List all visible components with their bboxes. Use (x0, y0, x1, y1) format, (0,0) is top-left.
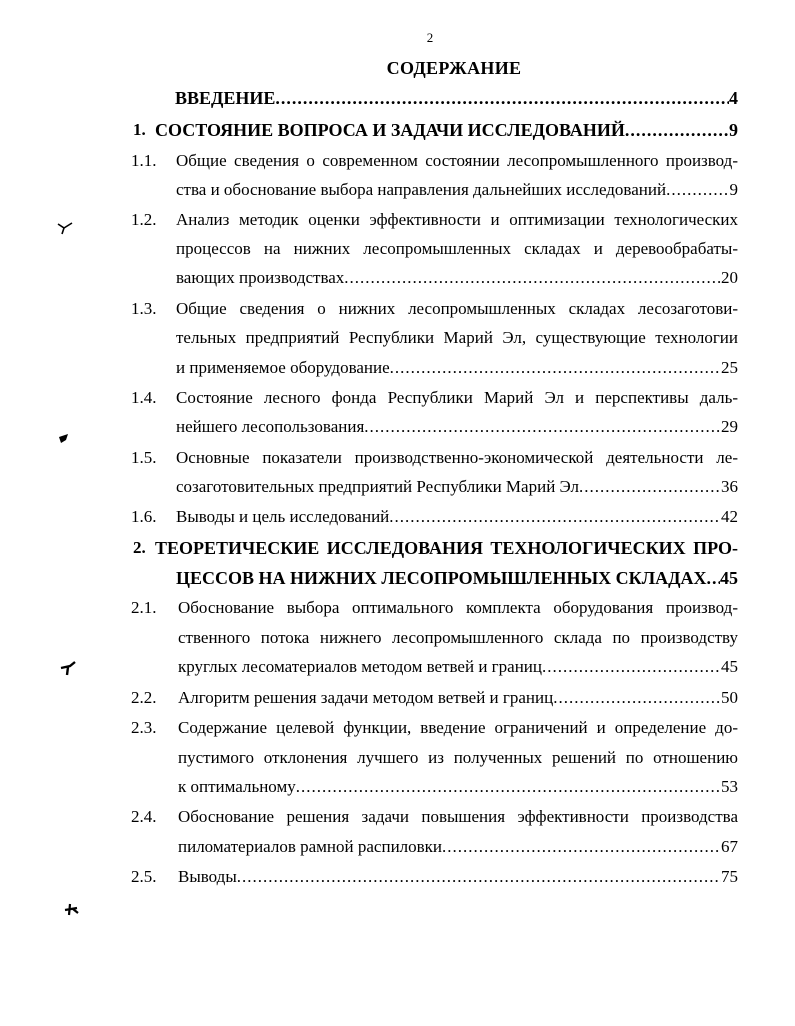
toc-section-number: 1.2. (131, 210, 157, 229)
scan-mark-1 (56, 220, 76, 236)
toc-entry-text: к оптимальному (178, 777, 296, 796)
toc-page-number: 20 (721, 268, 738, 287)
scan-mark-3 (58, 660, 78, 678)
toc-chapter-2-line: ТЕОРЕТИЧЕСКИЕ ИССЛЕДОВАНИЯ ТЕХНОЛОГИЧЕСКИХ ПРО- (155, 538, 738, 558)
dot-leader (344, 267, 721, 289)
toc-section-number: 2.4. (131, 807, 157, 826)
dot-leader (666, 179, 729, 201)
toc-chapter-2-line (176, 567, 738, 589)
toc-line: пустимого отклонения лучшего из полученных решений по отношению (178, 748, 738, 767)
dot-leader (296, 776, 721, 798)
toc-line: Обоснование решения задачи повышения эффективности производства (178, 807, 738, 826)
toc-section-number: 1.6. (131, 507, 157, 526)
toc-entry-text: вающих производствах (176, 268, 345, 287)
toc-line (178, 836, 738, 858)
toc-entry-text: Алгоритм решения задачи методом ветвей и границ (178, 688, 554, 707)
dot-leader (442, 836, 721, 858)
toc-page-number: 53 (721, 777, 738, 796)
dot-leader (275, 87, 729, 109)
toc-entry-text: Выводы (178, 867, 237, 886)
toc-line (176, 476, 738, 498)
dot-leader (579, 476, 721, 498)
scan-mark-4 (62, 900, 82, 918)
toc-page-number: 4 (729, 88, 738, 108)
toc-line (176, 179, 738, 201)
toc-page-number: 36 (721, 477, 738, 496)
dot-leader (707, 567, 721, 589)
toc-section-number: 1.3. (131, 299, 157, 318)
toc-section-number: 2.1. (131, 598, 157, 617)
toc-line (176, 357, 738, 379)
toc-page-number: 9 (729, 120, 738, 140)
toc-line: Общие сведения о нижних лесопромышленных складах лесозаготови- (176, 299, 738, 318)
toc-line: Обоснование выбора оптимального комплекта оборудования производ- (178, 598, 738, 617)
toc-entry-text: СОСТОЯНИЕ ВОПРОСА И ЗАДАЧИ ИССЛЕДОВАНИЙ (155, 120, 625, 140)
toc-chapter-number: 2. (133, 538, 146, 557)
toc-line (176, 267, 738, 289)
toc-section-number: 1.4. (131, 388, 157, 407)
toc-line: ственного потока нижнего лесопромышленного склада по производству (178, 628, 738, 647)
toc-line: Общие сведения о современном состоянии лесопромышленного производ- (176, 151, 738, 170)
toc-entry-text: нейшего лесопользования (176, 417, 365, 436)
toc-entry-text: ЦЕССОВ НА НИЖНИХ ЛЕСОПРОМЫШЛЕННЫХ СКЛАДАХ (176, 568, 707, 588)
dot-leader (390, 357, 721, 379)
toc-entry-text: и применяемое оборудование (176, 358, 390, 377)
dot-leader (553, 687, 721, 709)
toc-page-number: 42 (721, 507, 738, 526)
toc-entry-intro (175, 87, 738, 109)
toc-line: Состояние лесного фонда Республики Марий Эл и перспективы даль- (176, 388, 738, 407)
toc-section-number: 2.3. (131, 718, 157, 737)
toc-entry-text: ства и обоснование выбора направления дальнейших исследований (176, 180, 667, 199)
toc-section-number: 1.1. (131, 151, 157, 170)
toc-page-number: 45 (720, 568, 738, 588)
toc-section-number: 2.2. (131, 688, 157, 707)
toc-line (176, 506, 738, 528)
toc-page-number: 29 (721, 417, 738, 436)
dot-leader (389, 506, 721, 528)
toc-line: Анализ методик оценки эффективности и оптимизации технологических (176, 210, 738, 229)
scan-mark-2 (56, 432, 72, 446)
toc-page-number: 67 (721, 837, 738, 856)
dot-leader (542, 656, 721, 678)
toc-section-number: 2.5. (131, 867, 157, 886)
toc-page-number: 75 (721, 867, 738, 886)
toc-chapter-1 (155, 119, 738, 141)
toc-line (178, 656, 738, 678)
toc-page-number: 45 (721, 657, 738, 676)
toc-line: Содержание целевой функции, введение ограничений и определение до- (178, 718, 738, 737)
toc-line: процессов на нижних лесопромышленных складах и деревообрабаты- (176, 239, 738, 258)
toc-entry-text: Выводы и цель исследований (176, 507, 390, 526)
toc-line: тельных предприятий Республики Марий Эл, существующие технологии (176, 328, 738, 347)
toc-chapter-number: 1. (133, 120, 146, 139)
toc-entry-text: пиломатериалов рамной распиловки (178, 837, 443, 856)
toc-section-number: 1.5. (131, 448, 157, 467)
toc-line: Основные показатели производственно-экономической деятельности ле- (176, 448, 738, 467)
dot-leader (237, 866, 721, 888)
toc-line (178, 776, 738, 798)
toc-line (178, 687, 738, 709)
toc-page-number: 9 (729, 180, 738, 199)
toc-line (176, 416, 738, 438)
toc-page-number: 50 (721, 688, 738, 707)
page-title: СОДЕРЖАНИЕ (386, 58, 522, 78)
toc-entry-text: круглых лесоматериалов методом ветвей и границ (178, 657, 542, 676)
toc-line (178, 866, 738, 888)
toc-entry-text: ВВЕДЕНИЕ (175, 88, 276, 108)
toc-entry-text: созаготовительных предприятий Республики Марий Эл (176, 477, 580, 496)
dot-leader (364, 416, 721, 438)
dot-leader (625, 119, 729, 141)
page-number: 2 (426, 30, 434, 45)
toc-page-number: 25 (721, 358, 738, 377)
